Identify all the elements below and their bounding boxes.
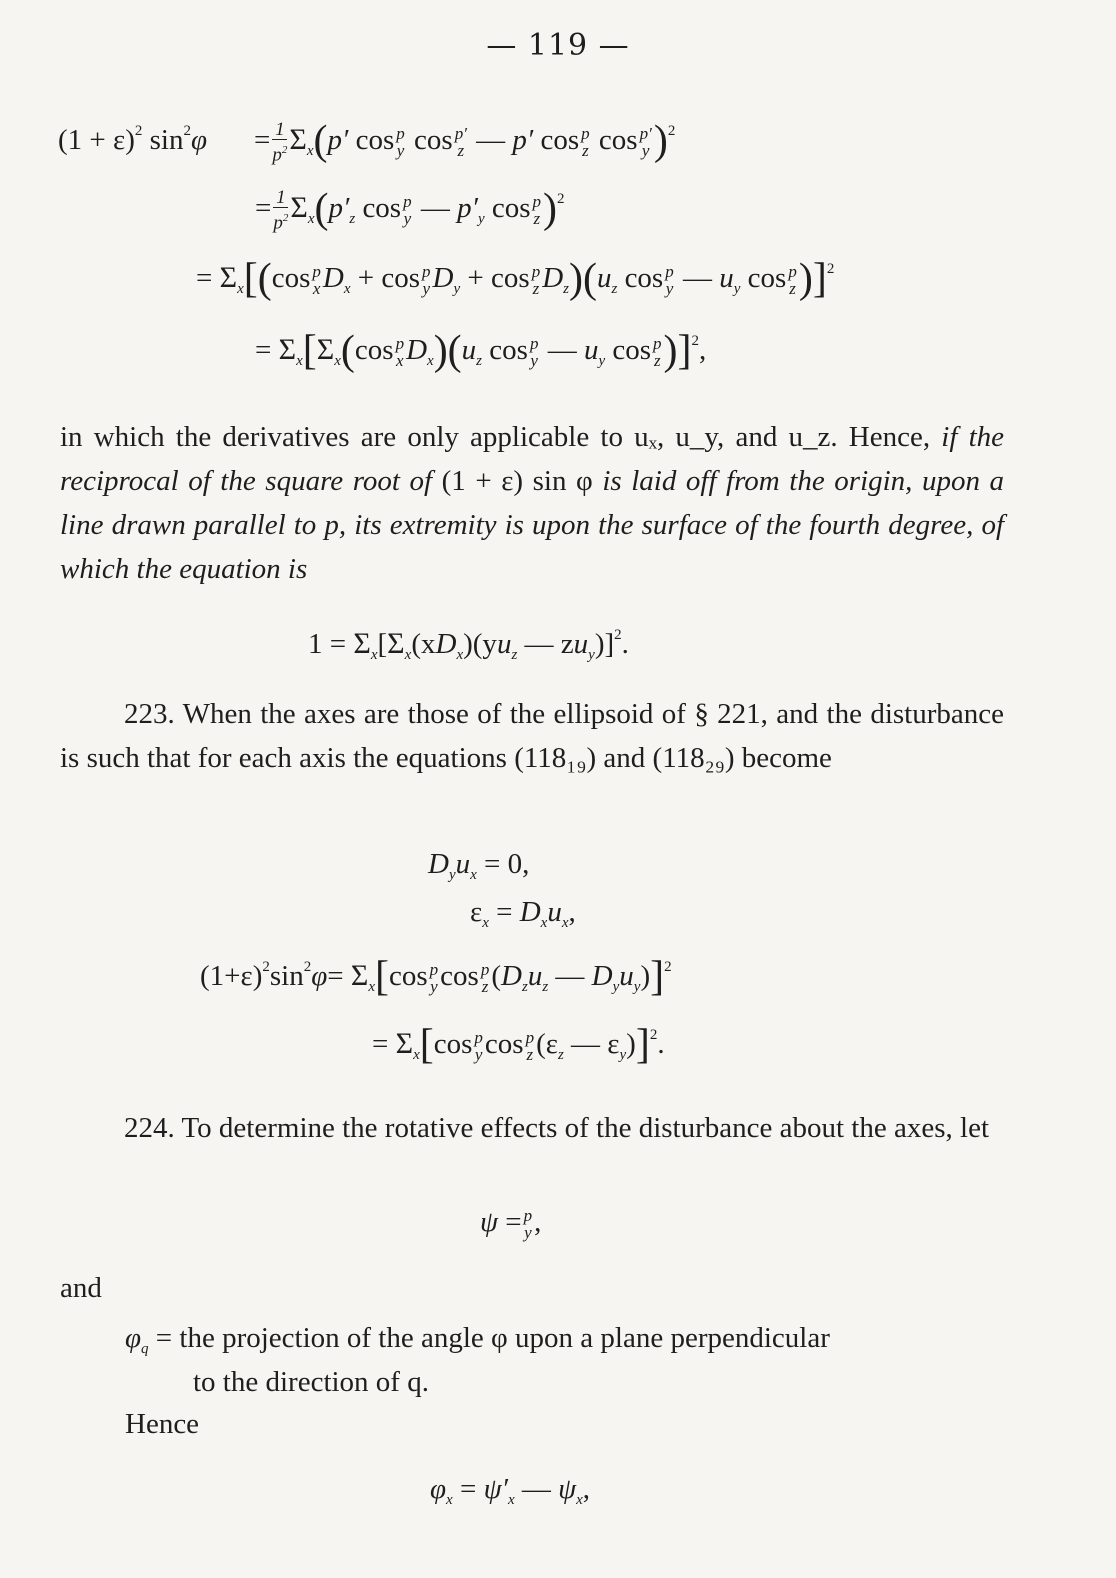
def-phi-q-cont: to the direction of q. — [193, 1366, 429, 1398]
para1-emph-1: if the reciprocal of the square root of — [60, 421, 1005, 497]
eq-last: $\varphi_x = \psi'_x$ — $\psi_x$, — [430, 1473, 591, 1508]
para3-text: To determine the rotative effects of the disturbance about the axes, let — [181, 1112, 989, 1144]
and-label: and — [60, 1272, 102, 1304]
eq1-line3: = $\Sigma_x[(\cos$ p x $D_x + \cos$ p y $D_y + \cos$ p z $D_z)(u_z$ cos p y — $u_y$ cos p z )]$^2$ — [196, 256, 835, 302]
hence-label: Hence — [125, 1408, 200, 1440]
paragraph-224 — [60, 1106, 1004, 1150]
para2-text: When the axes are those of the ellipsoid of § 221, and the disturbance is such that for each axis the equations (118₁₉) and (118₂₉) become — [60, 698, 1004, 774]
para1-text-1: in which the derivatives are only applicable to uₓ, u_y, and u_z. Hence, — [60, 421, 931, 453]
paragraph-223 — [60, 692, 1004, 780]
eq2-line3: $(1+\varepsilon)^2\sin^2\varphi= \Sigma_x[\cos$ p y cos p z ($D_zu_z$ — $D_yu_y)]^2$ — [200, 954, 672, 1000]
page-number: — 119 — — [486, 28, 630, 63]
para1-text-2: (1 + ε) sin φ — [441, 465, 593, 497]
eq2-line4: = $\Sigma_x[\cos$ p y cos p z ($\varepsilon_z$ — $\varepsilon_y)]^2$. — [372, 1022, 665, 1068]
def-phi-q-text: = the projection of the angle φ upon a plane perpendicular — [155, 1322, 830, 1354]
eq1-line2: = $\frac{1}{p^2}$ $\Sigma_x(p'_z$ cos p y — $p'_y$ cos p z )$^2$ — [255, 186, 565, 233]
eq-surface: $1 = \Sigma_x[\Sigma_x(xD_x)(yu_z$ — $zu_y)]^2$. — [308, 627, 629, 663]
eq1-line4: = $\Sigma_x[\Sigma_x(\cos$ p x $D_x)(u_z$ cos p y — $u_y$ cos p z )]$^2$, — [255, 328, 707, 374]
section-number-223: 223. — [124, 698, 175, 730]
para1-emph-2: is laid off from the origin, upon a line drawn parallel to p, its extremity is upon the surface of the fourth degree, of which the equation is — [60, 465, 1005, 585]
def-phi-q: $\varphi_q$ = the projection of the angle φ upon a plane perpendicular — [125, 1322, 830, 1357]
eq-psi: ψ = p y , — [480, 1206, 542, 1242]
eq2-line2: $\varepsilon_x = D_xu_x$, — [470, 896, 576, 931]
eq2-line1: $D_yu_x = 0$, — [428, 848, 530, 883]
eq1-line1: $(1 + \varepsilon)^2$ $\sin^2\varphi$ = $\frac{1}{p^2}$ $\Sigma_x(p'$ cos p y cos p′ z — p′ cos p z cos p′ y )$^2$ — [58, 118, 676, 165]
eq1-l1-lhs: $(1 + \varepsilon)^2$ $\sin^2\varphi$ — [58, 123, 207, 156]
paragraph-1 — [60, 415, 1004, 591]
section-number-224: 224. — [124, 1112, 175, 1144]
